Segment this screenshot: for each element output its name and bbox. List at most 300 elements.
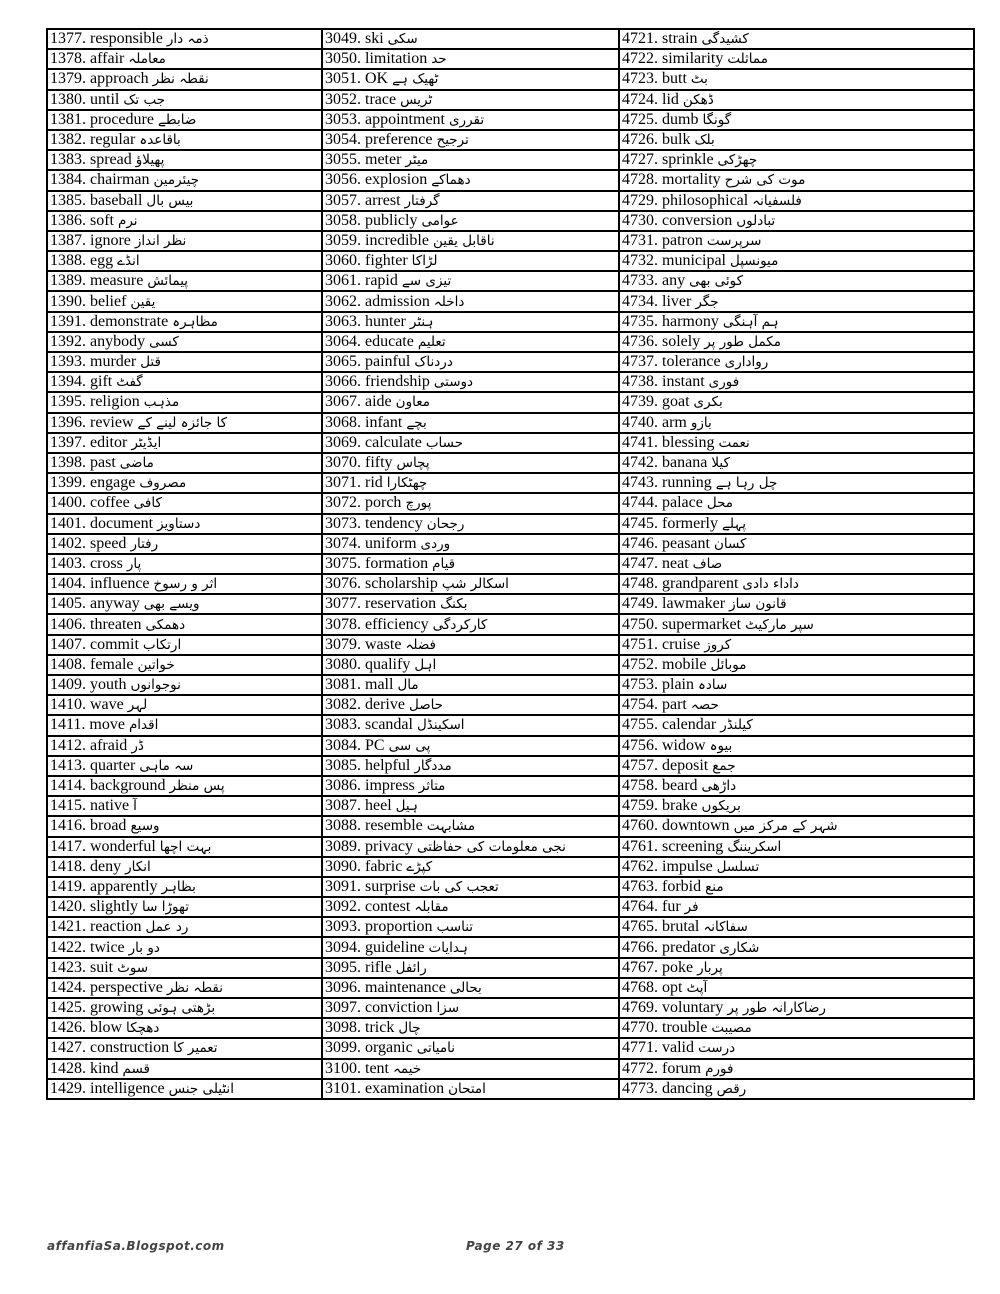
- vocab-cell: [47, 493, 322, 513]
- urdu-translation: ہم آہنگی: [722, 313, 779, 330]
- entry-number: 1422.: [50, 938, 86, 956]
- vocab-cell: [322, 433, 619, 453]
- urdu-translation: تناسب: [436, 919, 474, 936]
- english-word: scholarship: [365, 575, 438, 593]
- table-row: [47, 614, 974, 634]
- entry-number: 4727.: [622, 151, 658, 169]
- vocab-cell: [322, 796, 619, 816]
- english-word: banana: [662, 454, 708, 472]
- table-row: [47, 433, 974, 453]
- english-word: coffee: [90, 494, 130, 512]
- table-row: [47, 695, 974, 715]
- vocab-cell: [47, 332, 322, 352]
- english-word: explosion: [365, 171, 428, 189]
- urdu-translation: آ: [133, 798, 137, 815]
- vocab-cell: [322, 958, 619, 978]
- entry-number: 4766.: [622, 938, 658, 956]
- entry-number: 1404.: [50, 575, 86, 593]
- entry-number: 3068.: [325, 413, 361, 431]
- vocab-cell: [47, 816, 322, 836]
- entry-number: 4759.: [622, 797, 658, 815]
- urdu-translation: باقاعدہ: [139, 132, 181, 149]
- english-word: uniform: [365, 534, 417, 552]
- vocab-cell: [47, 170, 322, 190]
- entry-number: 3050.: [325, 50, 361, 68]
- urdu-translation: جگر: [695, 293, 719, 310]
- urdu-translation: چال: [398, 1020, 421, 1037]
- table-row: [47, 1038, 974, 1058]
- table-row: [47, 493, 974, 513]
- vocab-cell: [619, 251, 974, 271]
- entry-number: 4743.: [622, 474, 658, 492]
- table-row: [47, 796, 974, 816]
- entry-number: 1428.: [50, 1059, 86, 1077]
- english-word: running: [662, 474, 712, 492]
- urdu-translation: پچاس: [396, 455, 430, 472]
- english-word: gift: [90, 373, 113, 391]
- entry-number: 3053.: [325, 110, 361, 128]
- entry-number: 1390.: [50, 292, 86, 310]
- urdu-translation: ذمہ دار: [166, 31, 209, 48]
- urdu-translation: فلسفیانہ: [752, 192, 802, 209]
- entry-number: 1425.: [50, 999, 86, 1017]
- vocab-cell: [322, 1018, 619, 1038]
- urdu-translation: گونگا: [702, 111, 732, 128]
- entry-number: 3087.: [325, 797, 361, 815]
- vocab-cell: [619, 231, 974, 251]
- english-word: proportion: [365, 918, 433, 936]
- english-word: threaten: [90, 615, 142, 633]
- vocab-cell: [322, 1079, 619, 1099]
- table-row: [47, 413, 974, 433]
- entry-number: 3049.: [325, 30, 361, 48]
- vocab-cell: [47, 958, 322, 978]
- urdu-translation: دو بار: [128, 939, 160, 956]
- vocab-cell: [619, 937, 974, 957]
- urdu-translation: حصہ: [690, 697, 719, 714]
- english-word: helpful: [365, 756, 411, 774]
- urdu-translation: مال: [397, 677, 419, 694]
- entry-number: 1384.: [50, 171, 86, 189]
- urdu-translation: ٹریس: [400, 91, 433, 108]
- entry-number: 4755.: [622, 716, 658, 734]
- table-row: [47, 998, 974, 1018]
- vocab-cell: [619, 352, 974, 372]
- english-word: opt: [662, 978, 683, 996]
- vocab-cell: [47, 433, 322, 453]
- entry-number: 3077.: [325, 595, 361, 613]
- entry-number: 3054.: [325, 131, 361, 149]
- urdu-translation: معاون: [395, 394, 430, 411]
- vocab-cell: [47, 837, 322, 857]
- entry-number: 3067.: [325, 393, 361, 411]
- entry-number: 1421.: [50, 918, 86, 936]
- entry-number: 1426.: [50, 1019, 86, 1037]
- entry-number: 3098.: [325, 1019, 361, 1037]
- urdu-translation: دستاویز: [157, 515, 201, 532]
- urdu-translation: ایڈیٹر: [131, 434, 162, 451]
- table-row: [47, 655, 974, 675]
- urdu-translation: بٹ: [690, 71, 708, 88]
- english-word: tolerance: [662, 353, 721, 371]
- urdu-translation: بظاہر: [161, 878, 196, 895]
- urdu-translation: بکری: [693, 394, 723, 411]
- urdu-translation: اہل: [414, 656, 437, 673]
- urdu-translation: جب تک: [123, 91, 166, 108]
- entry-number: 1397.: [50, 433, 86, 451]
- table-row: [47, 352, 974, 372]
- entry-number: 1379.: [50, 70, 86, 88]
- english-word: broad: [90, 817, 127, 835]
- table-row: [47, 1018, 974, 1038]
- table-row: [47, 574, 974, 594]
- urdu-translation: حاصل: [408, 697, 444, 714]
- english-word: limitation: [365, 50, 428, 68]
- english-word: perspective: [90, 978, 163, 996]
- vocab-cell: [619, 291, 974, 311]
- entry-number: 3089.: [325, 837, 361, 855]
- urdu-translation: ماضی: [119, 455, 154, 472]
- vocab-cell: [619, 998, 974, 1018]
- entry-number: 1407.: [50, 635, 86, 653]
- entry-number: 1393.: [50, 353, 86, 371]
- urdu-translation: پھیلاؤ: [135, 152, 165, 169]
- vocab-cell: [619, 574, 974, 594]
- urdu-translation: پورچ: [405, 495, 432, 512]
- english-word: infant: [365, 413, 403, 431]
- urdu-translation: نظر انداز: [134, 232, 187, 249]
- vocab-cell: [619, 776, 974, 796]
- entry-number: 3101.: [325, 1079, 361, 1097]
- english-word: any: [662, 272, 686, 290]
- entry-number: 4749.: [622, 595, 658, 613]
- entry-number: 4756.: [622, 736, 658, 754]
- english-word: harmony: [662, 312, 719, 330]
- vocab-cell: [322, 69, 619, 89]
- urdu-translation: پی سی: [388, 737, 431, 754]
- english-word: influence: [90, 575, 150, 593]
- vocab-cell: [47, 29, 322, 49]
- urdu-translation: خواتین: [137, 656, 175, 673]
- vocab-cell: [47, 1079, 322, 1099]
- urdu-translation: کپڑے: [406, 858, 433, 875]
- vocab-cell: [47, 675, 322, 695]
- vocab-cell: [322, 392, 619, 412]
- english-word: fighter: [365, 252, 408, 270]
- english-word: aide: [365, 393, 392, 411]
- vocab-cell: [47, 191, 322, 211]
- entry-number: 3083.: [325, 716, 361, 734]
- entry-number: 4742.: [622, 454, 658, 472]
- english-word: twice: [90, 938, 125, 956]
- english-word: murder: [90, 353, 137, 371]
- vocabulary-table: [46, 28, 975, 1100]
- entry-number: 1414.: [50, 777, 86, 795]
- table-row: [47, 251, 974, 271]
- vocab-cell: [47, 231, 322, 251]
- entry-number: 1396.: [50, 413, 86, 431]
- urdu-translation: جمع: [712, 757, 736, 774]
- english-word: calculate: [365, 433, 422, 451]
- entry-number: 1377.: [50, 30, 86, 48]
- entry-number: 3072.: [325, 494, 361, 512]
- urdu-translation: کیلنڈر: [720, 717, 753, 734]
- urdu-translation: اثر و رسوخ: [153, 576, 218, 593]
- vocab-cell: [322, 655, 619, 675]
- entry-number: 3091.: [325, 877, 361, 895]
- urdu-translation: دردناک: [414, 354, 453, 371]
- entry-number: 4724.: [622, 90, 658, 108]
- vocab-cell: [47, 514, 322, 534]
- vocab-cell: [322, 473, 619, 493]
- english-word: mobile: [662, 655, 707, 673]
- urdu-translation: قانون ساز: [729, 596, 787, 613]
- urdu-translation: بازو: [690, 414, 712, 431]
- english-word: reaction: [90, 918, 142, 936]
- entry-number: 4773.: [622, 1079, 658, 1097]
- urdu-translation: لہر: [127, 697, 148, 714]
- vocab-cell: [322, 877, 619, 897]
- vocab-cell: [619, 837, 974, 857]
- vocab-cell: [47, 271, 322, 291]
- english-word: formerly: [662, 514, 718, 532]
- entry-number: 1412.: [50, 736, 86, 754]
- urdu-translation: نقطہ نظر: [152, 71, 209, 88]
- vocab-cell: [619, 695, 974, 715]
- entry-number: 3063.: [325, 312, 361, 330]
- english-word: kind: [90, 1059, 119, 1077]
- urdu-translation: داڑھی: [701, 778, 737, 795]
- english-word: admission: [365, 292, 430, 310]
- entry-number: 1405.: [50, 595, 86, 613]
- vocab-cell: [322, 372, 619, 392]
- urdu-translation: رجحان: [426, 515, 465, 532]
- urdu-translation: اسکالر شپ: [441, 576, 509, 593]
- entry-number: 3099.: [325, 1039, 361, 1057]
- english-word: beard: [662, 777, 698, 795]
- english-word: scandal: [365, 716, 413, 734]
- english-word: resemble: [365, 817, 423, 835]
- vocab-cell: [322, 736, 619, 756]
- english-word: approach: [90, 70, 149, 88]
- vocab-cell: [322, 635, 619, 655]
- urdu-translation: مصیبت: [711, 1020, 752, 1037]
- vocab-cell: [47, 534, 322, 554]
- table-row: [47, 29, 974, 49]
- vocab-cell: [322, 150, 619, 170]
- vocab-cell: [619, 857, 974, 877]
- urdu-translation: رد عمل: [145, 919, 189, 936]
- urdu-translation: فوری: [708, 374, 740, 391]
- english-word: neat: [662, 554, 689, 572]
- entry-number: 4770.: [622, 1019, 658, 1037]
- table-row: [47, 877, 974, 897]
- urdu-translation: میونسپل: [729, 253, 779, 270]
- entry-number: 1415.: [50, 797, 86, 815]
- vocab-cell: [619, 1059, 974, 1079]
- entry-number: 3064.: [325, 332, 361, 350]
- english-word: supermarket: [662, 615, 742, 633]
- english-word: speed: [90, 534, 127, 552]
- urdu-translation: نجی معلومات کی حفاظتی: [416, 838, 566, 855]
- english-word: derive: [365, 696, 405, 714]
- english-word: arm: [662, 413, 687, 431]
- urdu-translation: شہر کے مرکز میں: [733, 818, 838, 835]
- urdu-translation: سفاکانہ: [703, 919, 748, 936]
- urdu-translation: نامیاتی: [416, 1040, 455, 1057]
- urdu-translation: لڑاکا: [411, 253, 438, 270]
- english-word: conversion: [662, 211, 733, 229]
- english-word: publicly: [365, 211, 418, 229]
- vocab-cell: [322, 413, 619, 433]
- english-word: blessing: [662, 433, 715, 451]
- entry-number: 1387.: [50, 231, 86, 249]
- table-row: [47, 332, 974, 352]
- entry-number: 1427.: [50, 1039, 86, 1057]
- vocab-cell: [619, 514, 974, 534]
- vocab-cell: [47, 978, 322, 998]
- english-word: reservation: [365, 595, 437, 613]
- table-row: [47, 776, 974, 796]
- entry-number: 1409.: [50, 676, 86, 694]
- english-word: tent: [365, 1059, 389, 1077]
- vocab-cell: [322, 271, 619, 291]
- entry-number: 4738.: [622, 373, 658, 391]
- entry-number: 3094.: [325, 938, 361, 956]
- urdu-translation: گفٹ: [116, 374, 143, 391]
- urdu-translation: سوٹ: [117, 959, 149, 976]
- urdu-translation: کافی: [133, 495, 162, 512]
- table-row: [47, 978, 974, 998]
- urdu-translation: آپٹ: [686, 979, 708, 996]
- english-word: friendship: [365, 373, 430, 391]
- english-word: forum: [662, 1059, 702, 1077]
- table-row: [47, 514, 974, 534]
- urdu-translation: انٹیلی جنس: [168, 1080, 234, 1097]
- vocab-cell: [322, 816, 619, 836]
- english-word: belief: [90, 292, 127, 310]
- vocab-cell: [322, 453, 619, 473]
- english-word: heel: [365, 797, 392, 815]
- entry-number: 4733.: [622, 272, 658, 290]
- english-word: baseball: [90, 191, 143, 209]
- entry-number: 3081.: [325, 676, 361, 694]
- vocab-cell: [322, 29, 619, 49]
- english-word: female: [90, 655, 134, 673]
- vocab-cell: [322, 312, 619, 332]
- entry-number: 4768.: [622, 978, 658, 996]
- urdu-translation: حساب: [425, 434, 464, 451]
- english-word: fur: [662, 898, 681, 916]
- entry-number: 4729.: [622, 191, 658, 209]
- vocab-cell: [322, 251, 619, 271]
- entry-number: 3059.: [325, 231, 361, 249]
- english-word: deny: [90, 857, 122, 875]
- vocab-cell: [322, 231, 619, 251]
- english-word: anybody: [90, 332, 146, 350]
- urdu-translation: امتحان: [448, 1080, 486, 1097]
- entry-number: 1419.: [50, 877, 86, 895]
- urdu-translation: ترجیح: [436, 132, 469, 149]
- urdu-translation: ناقابل یقین: [432, 232, 495, 249]
- entry-number: 1382.: [50, 131, 86, 149]
- table-row: [47, 635, 974, 655]
- english-word: strain: [662, 30, 698, 48]
- urdu-translation: بلک: [694, 132, 715, 149]
- urdu-translation: چل رہا ہے: [715, 475, 778, 492]
- entry-number: 3082.: [325, 696, 361, 714]
- entry-number: 4722.: [622, 50, 658, 68]
- english-word: brutal: [662, 918, 700, 936]
- vocab-cell: [322, 332, 619, 352]
- entry-number: 1389.: [50, 272, 86, 290]
- urdu-translation: وسیع: [130, 818, 160, 835]
- vocab-cell: [47, 917, 322, 937]
- english-word: grandparent: [662, 575, 739, 593]
- vocab-cell: [47, 372, 322, 392]
- urdu-translation: ضابطے: [157, 111, 197, 128]
- entry-number: 3052.: [325, 90, 361, 108]
- entry-number: 1420.: [50, 898, 86, 916]
- entry-number: 3078.: [325, 615, 361, 633]
- urdu-translation: بریکوں: [701, 798, 741, 815]
- english-word: native: [90, 797, 130, 815]
- urdu-translation: موبائل: [710, 656, 747, 673]
- english-word: growing: [90, 999, 144, 1017]
- urdu-translation: نقطہ نظر: [166, 979, 224, 996]
- table-row: [47, 756, 974, 776]
- english-word: rifle: [365, 958, 392, 976]
- entry-number: 1401.: [50, 514, 86, 532]
- urdu-translation: بیوہ: [709, 737, 733, 754]
- urdu-translation: نرم: [118, 212, 138, 229]
- entry-number: 3080.: [325, 655, 361, 673]
- urdu-translation: تعمیر کا: [173, 1040, 218, 1057]
- english-word: qualify: [365, 655, 411, 673]
- english-word: waste: [365, 635, 402, 653]
- urdu-translation: مکمل طور پر: [704, 333, 781, 350]
- urdu-translation: پیمائش: [147, 273, 189, 290]
- entry-number: 4732.: [622, 252, 658, 270]
- vocab-cell: [47, 392, 322, 412]
- vocab-cell: [619, 150, 974, 170]
- urdu-translation: ہنٹر: [409, 313, 434, 330]
- vocab-cell: [619, 655, 974, 675]
- urdu-translation: مصروف: [139, 475, 187, 492]
- vocab-cell: [47, 150, 322, 170]
- vocab-cell: [619, 917, 974, 937]
- english-word: incredible: [365, 231, 429, 249]
- urdu-translation: مددگار: [414, 757, 452, 774]
- vocab-cell: [47, 897, 322, 917]
- urdu-translation: عوامی: [421, 212, 459, 229]
- english-word: painful: [365, 353, 411, 371]
- english-word: document: [90, 514, 154, 532]
- urdu-translation: پار: [126, 555, 142, 572]
- english-word: afraid: [90, 736, 128, 754]
- english-word: downtown: [662, 817, 730, 835]
- entry-number: 4725.: [622, 110, 658, 128]
- vocab-cell: [619, 372, 974, 392]
- vocab-cell: [322, 49, 619, 69]
- entry-number: 4736.: [622, 332, 658, 350]
- english-word: porch: [365, 494, 402, 512]
- urdu-translation: متاثر: [418, 778, 446, 795]
- entry-number: 4750.: [622, 615, 658, 633]
- urdu-translation: چھٹکارا: [386, 475, 428, 492]
- urdu-translation: مشابہت: [426, 818, 476, 835]
- vocab-cell: [47, 998, 322, 1018]
